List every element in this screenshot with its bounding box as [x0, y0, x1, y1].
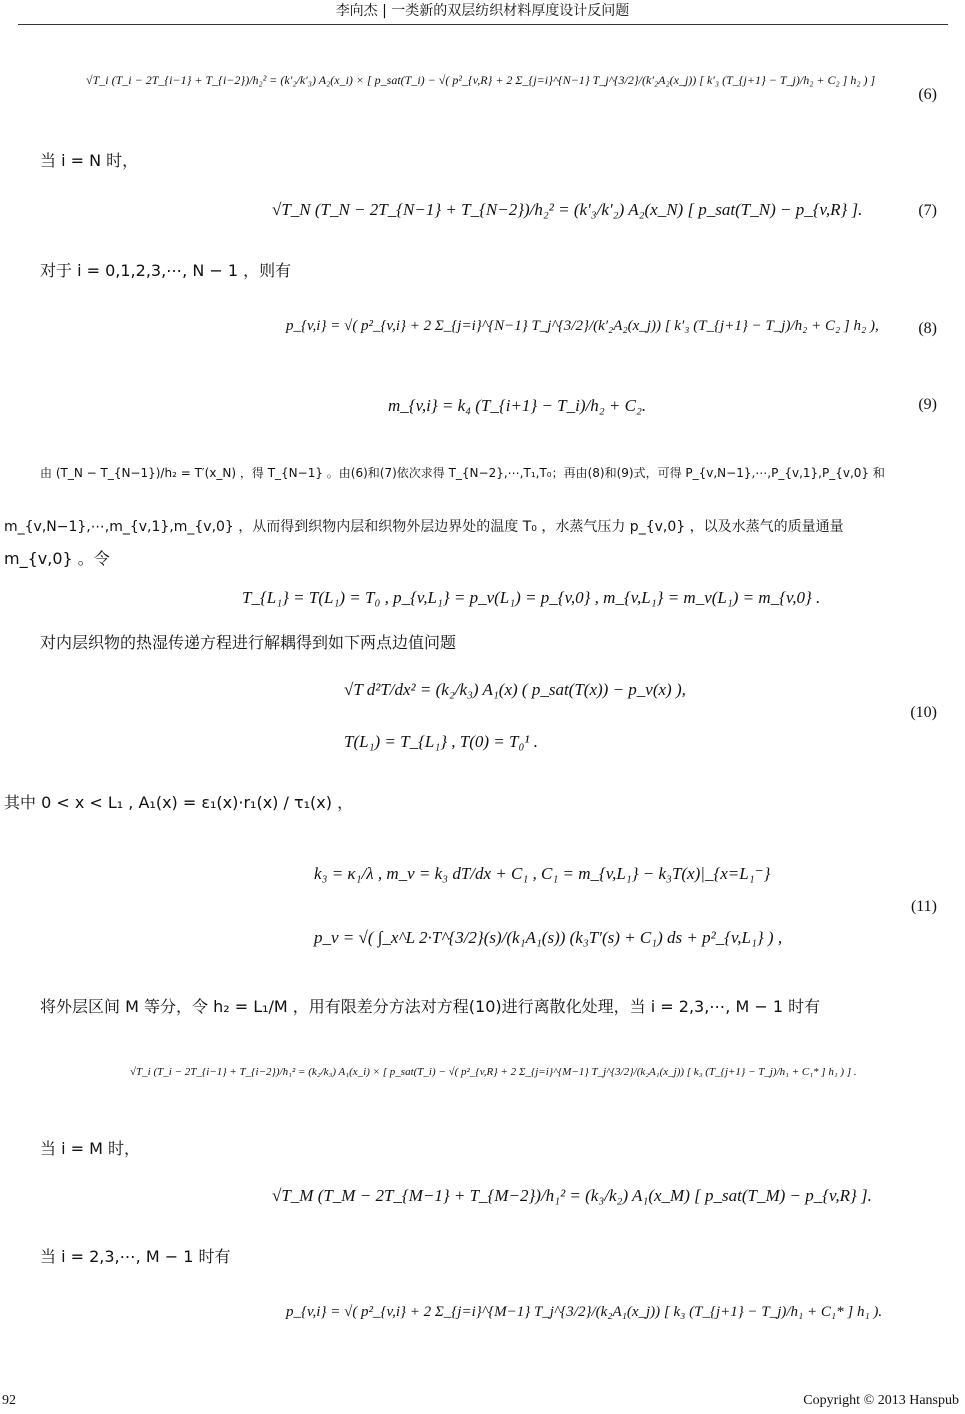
equation-discrete-c: p_{v,i} = √( p²_{v,i} + 2 Σ_{j=i}^{M−1} T_j^{3/2}/(k₂A₁(x_j)) [ k₃ (T_{j+1} − T_j)/h₁ + C₁* ] h₁ ).	[286, 1304, 883, 1320]
equation-7: √T_N (T_N − 2T_{N−1} + T_{N−2})/h₂² = (k′₃/k′₂) A₂(x_N) [ p_sat(T_N) − p_{v,R} ].	[272, 200, 863, 219]
paragraph-derivation: 由 (T_N − T_{N−1})/h₂ = T′(x_N) ，得 T_{N−1} 。由(6)和(7)依次求得 T_{N−2},⋯,T₁,T₀；再由(8)和(9)式，可得 P_{v,N−1},⋯,P_{v,1},P_{v,0} 和	[40, 466, 885, 480]
paragraph-for-i-m: 当 i = 2,3,⋯, M − 1 时有	[40, 1247, 231, 1266]
equation-10b: T(L₁) = T_{L₁} , T(0) = T₀¹ .	[344, 732, 538, 751]
paragraph-derivation-2: m_{v,N−1},⋯,m_{v,1},m_{v,0} ，从而得到织物内层和织物外层边界处的温度 T₀ ，水蒸气压力 p_{v,0} ，以及水蒸气的质量通量	[4, 519, 844, 535]
running-header: 李向杰 | 一类新的双层纺织材料厚度设计反问题	[335, 3, 630, 19]
equation-8: p_{v,i} = √( p²_{v,i} + 2 Σ_{j=i}^{N−1} T_j^{3/2}/(k′₂A₂(x_j)) [ k′₃ (T_{j+1} − T_j)/h₂ + C₂ ] h₂ ),	[286, 318, 879, 334]
equation-discrete-b: √T_M (T_M − 2T_{M−1} + T_{M−2})/h₁² = (k₃/k₂) A₁(x_M) [ p_sat(T_M) − p_{v,R} ].	[272, 1186, 872, 1205]
paragraph-for-i: 对于 i = 0,1,2,3,⋯, N − 1 ，则有	[40, 261, 292, 280]
paragraph-case-m: 当 i = M 时，	[40, 1139, 141, 1158]
paragraph-derivation-3: m_{v,0} 。令	[4, 549, 110, 568]
paragraph-decoupling: 对内层织物的热湿传递方程进行解耦得到如下两点边值问题	[40, 633, 457, 652]
paragraph-outer-layer: 将外层区间 M 等分，令 h₂ = L₁/M ，用有限差分方法对方程(10)进行离散化处理，当 i = 2,3,⋯, M − 1 时有	[40, 997, 821, 1016]
equation-11b: p_v = √( ∫_x^L 2·T^{3/2}(s)/(k₁A₁(s)) (k₃T′(s) + C₁) ds + p²_{v,L₁} ) ,	[314, 928, 783, 947]
equation-number-10: (10)	[910, 704, 937, 721]
equation-discrete-a: √T_i (T_i − 2T_{i−1} + T_{i−2})/h₁² = (k₂/k₃) A₁(x_i) × [ p_sat(T_i) − √( p²_{v,R} + 2 Σ_{j=i}^{M−1} T_j^{3/2}/(k₂A₁(x_j)) [ k₃ (T_{j+1} − T_j)/h₁ + C₁* ] h₁ ) ] .	[130, 1066, 857, 1078]
equation-10a: √T d²T/dx² = (k₂/k₃) A₁(x) ( p_sat(T(x)) − p_v(x) ),	[344, 680, 686, 699]
equation-number-6: (6)	[918, 86, 937, 103]
paragraph-where: 其中 0 < x < L₁ , A₁(x) = ε₁(x)·r₁(x) / τ₁(x) ，	[4, 793, 354, 812]
equation-11a: k₃ = κ₁/λ , m_v = k₃ dT/dx + C₁ , C₁ = m_{v,L₁} − k₃T(x)|_{x=L₁⁻}	[314, 864, 771, 883]
page-number: 92	[2, 1393, 16, 1408]
equation-number-7: (7)	[918, 202, 937, 219]
equation-boundary-values: T_{L₁} = T(L₁) = T₀ , p_{v,L₁} = p_v(L₁) = p_{v,0} , m_{v,L₁} = m_v(L₁) = m_{v,0} .	[242, 588, 821, 607]
copyright: Copyright © 2013 Hanspub	[803, 1393, 959, 1408]
equation-9: m_{v,i} = k₄ (T_{i+1} − T_i)/h₂ + C₂.	[388, 396, 647, 415]
header-rule	[18, 24, 948, 25]
paragraph-case-n: 当 i = N 时，	[40, 151, 139, 170]
equation-number-11: (11)	[910, 898, 937, 915]
equation-number-8: (8)	[918, 320, 937, 337]
equation-6: √T_i (T_i − 2T_{i−1} + T_{i−2})/h₂² = (k′₂/k′₃) A₂(x_i) × [ p_sat(T_i) − √( p²_{v,R} + 2 Σ_{j=i}^{N−1} T_j^{3/2}/(k′₂A₂(x_j)) [ k′₃ (T_{j+1} − T_j)/h₂ + C₂ ] h₂ ) ]	[86, 73, 876, 87]
equation-number-9: (9)	[918, 396, 937, 413]
